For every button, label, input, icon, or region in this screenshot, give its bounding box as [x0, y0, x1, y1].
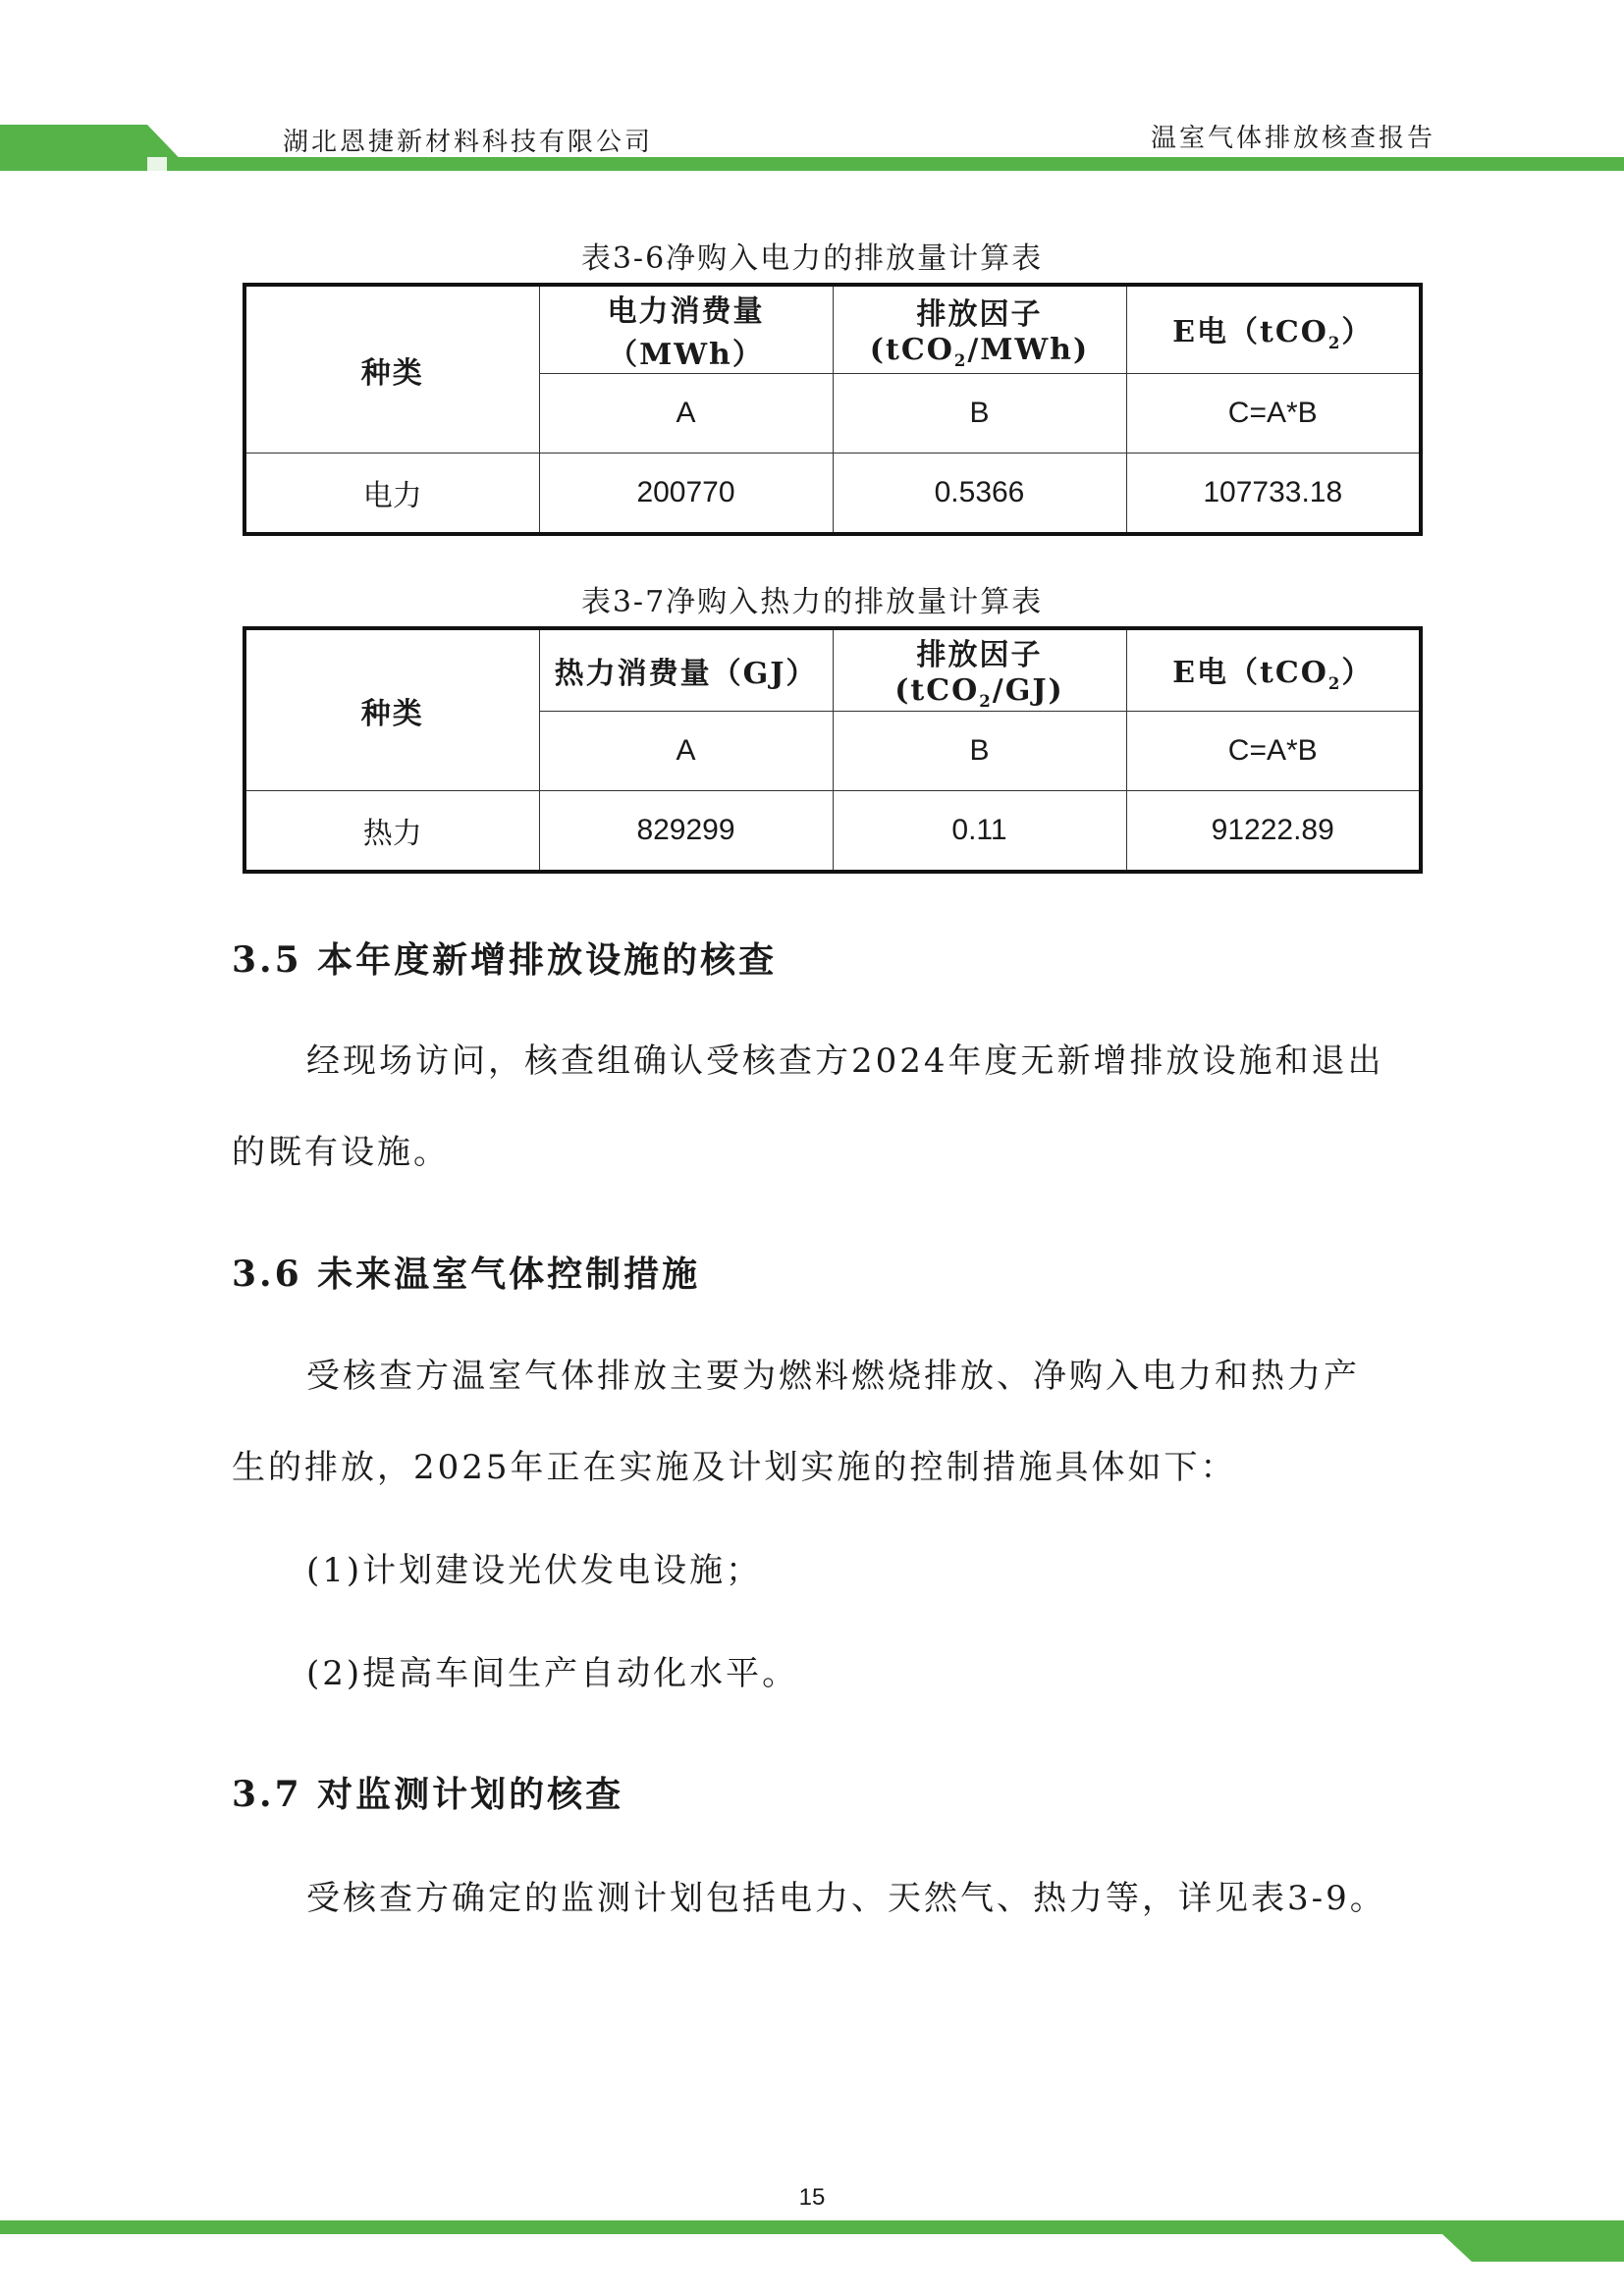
table-power-col3: E电（tCO$_2$） [1126, 285, 1421, 374]
table-power-val-a: 200770 [539, 454, 833, 535]
table-power-col1: 电力消费量（MWh） [539, 285, 833, 374]
table-power-val-c: 107733.18 [1126, 454, 1421, 535]
table-power-sym-c: C=A*B [1126, 374, 1421, 454]
table-heat-row-header: 种类 [244, 628, 539, 791]
footer-rule [0, 2220, 1624, 2234]
table-heat-col2: 排放因子(tCO$_2$/GJ) [833, 628, 1126, 712]
section-3-5-line1: 经现场访问，核查组确认受核查方2024年度无新增排放设施和退出 [306, 1041, 1384, 1081]
table-power-row-label: 电力 [244, 454, 539, 535]
table-heat-caption: 表3-7净购入热力的排放量计算表 [580, 585, 1044, 619]
table-heat-col3: E电（tCO$_2$） [1126, 628, 1421, 712]
section-3-6-line1: 受核查方温室气体排放主要为燃料燃烧排放、净购入电力和热力产 [306, 1357, 1360, 1396]
section-3-5-heading: 3.5 本年度新增排放设施的核查 [232, 939, 778, 981]
table-heat-sym-c: C=A*B [1126, 712, 1421, 791]
table-heat-val-b: 0.11 [833, 791, 1126, 873]
header-company: 湖北恩捷新材料科技有限公司 [283, 128, 654, 157]
section-3-6-item1: (1)计划建设光伏发电设施； [306, 1551, 763, 1590]
table-power-sym-b: B [833, 374, 1126, 454]
table-power [243, 283, 1423, 536]
page-number: 15 [798, 2184, 826, 2211]
table-power-row-header: 种类 [244, 285, 539, 454]
table-power-val-b: 0.5366 [833, 454, 1126, 535]
table-heat-sym-b: B [833, 712, 1126, 791]
section-3-7-line1: 受核查方确定的监测计划包括电力、天然气、热力等，详见表3-9。 [306, 1879, 1386, 1918]
table-heat-val-a: 829299 [539, 791, 833, 873]
table-heat [243, 626, 1423, 874]
section-3-7-heading: 3.7 对监测计划的核查 [232, 1774, 624, 1815]
header-rule [0, 157, 1624, 171]
table-heat-sym-a: A [539, 712, 833, 791]
table-heat-row-label: 热力 [244, 791, 539, 873]
table-heat-col1: 热力消费量（GJ） [539, 628, 833, 712]
section-3-6-line2: 生的排放，2025年正在实施及计划实施的控制措施具体如下： [232, 1448, 1237, 1487]
header-report-title: 温室气体排放核查报告 [1150, 124, 1435, 153]
footer-accent-tab [1428, 2220, 1624, 2262]
section-3-6-item2: (2)提高车间生产自动化水平。 [306, 1654, 799, 1693]
section-3-6-heading: 3.6 未来温室气体控制措施 [232, 1254, 701, 1295]
table-power-caption: 表3-6净购入电力的排放量计算表 [580, 241, 1044, 276]
section-3-5-line2: 的既有设施。 [232, 1133, 450, 1172]
table-power-col2: 排放因子(tCO$_2$/MWh) [833, 285, 1126, 374]
table-power-sym-a: A [539, 374, 833, 454]
table-heat-val-c: 91222.89 [1126, 791, 1421, 873]
